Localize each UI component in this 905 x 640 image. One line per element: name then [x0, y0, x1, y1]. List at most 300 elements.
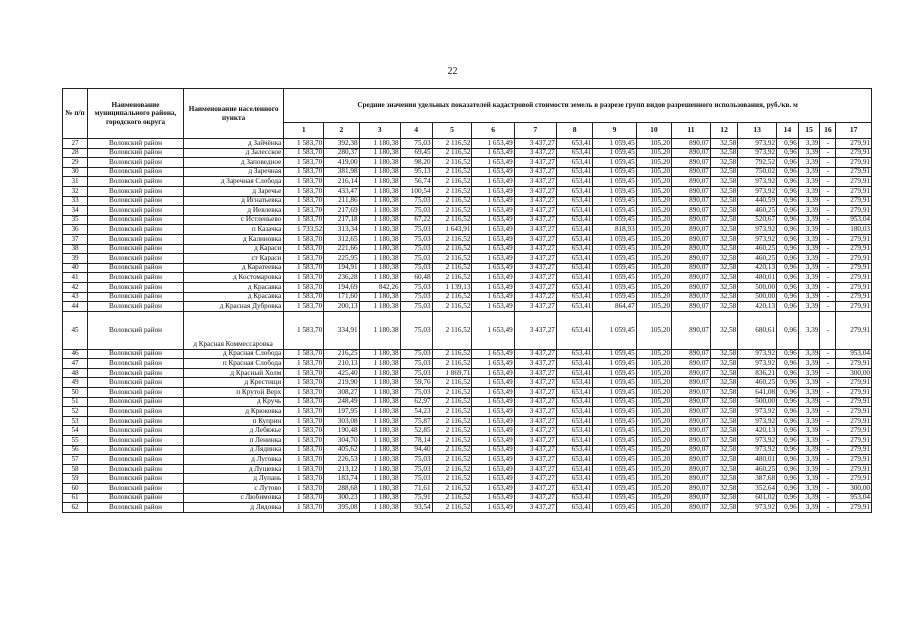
row-number: 27 [63, 139, 88, 149]
table-row [63, 244, 872, 254]
row-number: 59 [63, 474, 88, 484]
value-cell: 3,39 [798, 206, 820, 216]
value-cell: 1 059,45 [593, 388, 636, 398]
value-cell: 75,03 [400, 139, 432, 149]
value-cell: 3 437,27 [514, 407, 556, 417]
row-number: 34 [63, 206, 88, 216]
table-row [63, 196, 872, 206]
value-cell: 3,39 [798, 426, 820, 436]
value-cell: 3 437,27 [514, 368, 556, 378]
value-cell: 653,41 [556, 148, 593, 158]
value-cell: 1 059,45 [593, 158, 636, 168]
value-cell: 842,26 [359, 282, 400, 292]
value-cell: 32,58 [710, 445, 737, 455]
value-cell: 0,96 [777, 292, 799, 302]
table-body [63, 139, 872, 513]
table-row [63, 282, 872, 292]
row-number: 37 [63, 234, 88, 244]
value-cell: 1 180,38 [359, 484, 400, 494]
value-cell: 0,96 [777, 359, 799, 369]
value-cell: 890,07 [672, 311, 711, 349]
value-cell: 500,00 [738, 292, 777, 302]
value-cell: 3,39 [798, 177, 820, 187]
district-cell: Воловский район [88, 474, 184, 484]
value-cell: 973,92 [738, 186, 777, 196]
value-cell: 1 583,70 [284, 139, 324, 149]
value-cell: 1 180,38 [359, 148, 400, 158]
column-number-header: 8 [556, 123, 593, 139]
column-number-header: 11 [672, 123, 711, 139]
settlement-cell: д Иевлевка [183, 206, 283, 216]
value-cell: 500,00 [738, 397, 777, 407]
district-cell: Воловский район [88, 445, 184, 455]
district-cell: Воловский район [88, 464, 184, 474]
value-cell: - [820, 186, 836, 196]
value-cell: 460,25 [738, 244, 777, 254]
value-cell: 105,20 [636, 148, 671, 158]
value-cell: 392,38 [324, 139, 359, 149]
table-row [63, 148, 872, 158]
value-cell: - [820, 397, 836, 407]
value-cell: 1 180,38 [359, 416, 400, 426]
value-cell: - [820, 368, 836, 378]
settlement-cell: п Крутой Верх [183, 388, 283, 398]
value-cell: 32,58 [710, 254, 737, 264]
value-cell: 32,58 [710, 139, 737, 149]
value-cell: 98,20 [400, 158, 432, 168]
value-cell: 2 116,52 [432, 215, 472, 225]
value-cell: - [820, 484, 836, 494]
table-row [63, 215, 872, 225]
value-cell: 105,20 [636, 474, 671, 484]
value-cell: 1 653,49 [472, 464, 514, 474]
value-cell: - [820, 263, 836, 273]
column-number-header: 16 [820, 123, 836, 139]
value-cell: 653,41 [556, 474, 593, 484]
value-cell: 0,96 [777, 311, 799, 349]
value-cell: 420,13 [738, 426, 777, 436]
table-row [63, 302, 872, 312]
value-cell: 0,96 [777, 302, 799, 312]
value-cell: 1 583,70 [284, 177, 324, 187]
value-cell: 1 583,70 [284, 158, 324, 168]
page-number: 22 [447, 66, 458, 77]
value-cell: 279,91 [836, 416, 872, 426]
value-cell: 2 116,52 [432, 378, 472, 388]
value-cell: 3,39 [798, 263, 820, 273]
value-cell: 105,20 [636, 177, 671, 187]
value-cell: 75,87 [400, 416, 432, 426]
value-cell: 279,91 [836, 359, 872, 369]
value-cell: 1 059,45 [593, 368, 636, 378]
value-cell: 653,41 [556, 158, 593, 168]
table-row [63, 464, 872, 474]
value-cell: 32,58 [710, 215, 737, 225]
value-cell: 0,96 [777, 273, 799, 283]
value-cell: 653,41 [556, 378, 593, 388]
value-cell: 279,91 [836, 244, 872, 254]
value-cell: 1 583,70 [284, 474, 324, 484]
table-row [63, 455, 872, 465]
row-number: 39 [63, 254, 88, 264]
value-cell: 1 059,45 [593, 349, 636, 359]
value-cell: 1 059,45 [593, 234, 636, 244]
value-cell: 1 653,49 [472, 302, 514, 312]
value-cell: 890,07 [672, 388, 711, 398]
value-cell: 78,14 [400, 436, 432, 446]
value-cell: 190,48 [324, 426, 359, 436]
header-group: Средние значения удельных показателей кадастровой стоимости земель в разрезе групп видов разрешенного использования, руб./кв. м [284, 89, 872, 123]
value-cell: 653,41 [556, 464, 593, 474]
value-cell: 1 180,38 [359, 234, 400, 244]
value-cell: 890,07 [672, 426, 711, 436]
value-cell: 75,03 [400, 254, 432, 264]
district-cell: Воловский район [88, 234, 184, 244]
value-cell: 890,07 [672, 397, 711, 407]
value-cell: 480,01 [738, 455, 777, 465]
value-cell: 2 116,52 [432, 263, 472, 273]
row-number: 35 [63, 215, 88, 225]
value-cell: 105,20 [636, 359, 671, 369]
value-cell: 1 180,38 [359, 273, 400, 283]
value-cell: 653,41 [556, 426, 593, 436]
value-cell: 105,20 [636, 234, 671, 244]
value-cell: 0,96 [777, 464, 799, 474]
value-cell: 279,91 [836, 148, 872, 158]
value-cell: 0,96 [777, 474, 799, 484]
value-cell: 3 437,27 [514, 388, 556, 398]
value-cell: 890,07 [672, 493, 711, 503]
value-cell: 280,37 [324, 148, 359, 158]
value-cell: 1 653,49 [472, 234, 514, 244]
value-cell: 71,61 [400, 484, 432, 494]
value-cell: 0,96 [777, 196, 799, 206]
value-cell: 1 653,49 [472, 349, 514, 359]
row-number: 58 [63, 464, 88, 474]
value-cell: 0,96 [777, 282, 799, 292]
value-cell: 3 437,27 [514, 139, 556, 149]
value-cell: 32,58 [710, 378, 737, 388]
value-cell: 279,91 [836, 311, 872, 349]
value-cell: 1 583,70 [284, 282, 324, 292]
column-number-header: 15 [798, 123, 820, 139]
value-cell: 1 059,45 [593, 493, 636, 503]
header-district: Наименование муниципального района, городского округа [88, 89, 184, 139]
value-cell: 32,58 [710, 436, 737, 446]
value-cell: 653,41 [556, 311, 593, 349]
district-cell: Воловский район [88, 167, 184, 177]
value-cell: 32,58 [710, 167, 737, 177]
row-number: 50 [63, 388, 88, 398]
value-cell: 2 116,52 [432, 273, 472, 283]
row-number: 55 [63, 436, 88, 446]
value-cell: 75,03 [400, 244, 432, 254]
value-cell: 1 583,70 [284, 445, 324, 455]
value-cell: 890,07 [672, 215, 711, 225]
row-number: 56 [63, 445, 88, 455]
value-cell: 105,20 [636, 244, 671, 254]
table-row [63, 167, 872, 177]
row-number: 36 [63, 225, 88, 235]
value-cell: 3 437,27 [514, 464, 556, 474]
value-cell: - [820, 359, 836, 369]
value-cell: 1 583,70 [284, 349, 324, 359]
value-cell: 3 437,27 [514, 167, 556, 177]
table-row [63, 139, 872, 149]
value-cell: 279,91 [836, 445, 872, 455]
value-cell: 75,03 [400, 455, 432, 465]
value-cell: 890,07 [672, 378, 711, 388]
value-cell: 1 653,49 [472, 311, 514, 349]
value-cell: - [820, 196, 836, 206]
value-cell: 1 059,45 [593, 378, 636, 388]
district-cell: Воловский район [88, 263, 184, 273]
value-cell: 973,92 [738, 407, 777, 417]
value-cell: 32,58 [710, 426, 737, 436]
value-cell: 32,58 [710, 263, 737, 273]
value-cell: 62,97 [400, 397, 432, 407]
header-row-1 [63, 89, 872, 123]
value-cell: 279,91 [836, 273, 872, 283]
district-cell: Воловский район [88, 426, 184, 436]
value-cell: 279,91 [836, 474, 872, 484]
value-cell: 3 437,27 [514, 397, 556, 407]
value-cell: 32,58 [710, 359, 737, 369]
value-cell: - [820, 292, 836, 302]
value-cell: 105,20 [636, 349, 671, 359]
value-cell: 2 116,52 [432, 254, 472, 264]
value-cell: - [820, 215, 836, 225]
value-cell: 304,70 [324, 436, 359, 446]
column-number-header: 3 [359, 123, 400, 139]
row-number: 48 [63, 368, 88, 378]
table-row [63, 254, 872, 264]
value-cell: 953,04 [836, 493, 872, 503]
row-number: 38 [63, 244, 88, 254]
column-number-header: 2 [324, 123, 359, 139]
value-cell: 1 583,70 [284, 493, 324, 503]
value-cell: 60,48 [400, 273, 432, 283]
value-cell: 32,58 [710, 273, 737, 283]
value-cell: 105,20 [636, 464, 671, 474]
table-row [63, 493, 872, 503]
value-cell: 1 583,70 [284, 167, 324, 177]
value-cell: 32,58 [710, 196, 737, 206]
value-cell: 1 583,70 [284, 484, 324, 494]
value-cell: 3,39 [798, 455, 820, 465]
value-cell: 105,20 [636, 436, 671, 446]
value-cell: 425,40 [324, 368, 359, 378]
value-cell: 105,20 [636, 368, 671, 378]
row-number: 45 [63, 311, 88, 349]
value-cell: 653,41 [556, 407, 593, 417]
value-cell: 1 059,45 [593, 196, 636, 206]
value-cell: 3 437,27 [514, 148, 556, 158]
value-cell: 1 653,49 [472, 445, 514, 455]
value-cell: 100,54 [400, 186, 432, 196]
value-cell: 890,07 [672, 206, 711, 216]
value-cell: 1 653,49 [472, 282, 514, 292]
value-cell: 2 116,52 [432, 311, 472, 349]
value-cell: 653,41 [556, 493, 593, 503]
value-cell: 279,91 [836, 464, 872, 474]
value-cell: 75,03 [400, 302, 432, 312]
value-cell: 105,20 [636, 158, 671, 168]
value-cell: - [820, 302, 836, 312]
value-cell: 973,92 [738, 349, 777, 359]
value-cell: 1 653,49 [472, 225, 514, 235]
value-cell: 194,91 [324, 263, 359, 273]
value-cell: 3 437,27 [514, 302, 556, 312]
value-cell: 0,96 [777, 368, 799, 378]
settlement-cell: д Крестищи [183, 378, 283, 388]
value-cell: 520,67 [738, 215, 777, 225]
value-cell: 405,62 [324, 445, 359, 455]
value-cell: 1 180,38 [359, 445, 400, 455]
value-cell: 213,12 [324, 464, 359, 474]
value-cell: 3 437,27 [514, 177, 556, 187]
value-cell: 3,39 [798, 388, 820, 398]
value-cell: 420,13 [738, 302, 777, 312]
value-cell: 1 180,38 [359, 186, 400, 196]
value-cell: 0,96 [777, 254, 799, 264]
value-cell: 1 653,49 [472, 388, 514, 398]
value-cell: 105,20 [636, 167, 671, 177]
value-cell: 3 437,27 [514, 416, 556, 426]
value-cell: 419,00 [324, 158, 359, 168]
value-cell: 792,52 [738, 158, 777, 168]
value-cell: 1 583,70 [284, 426, 324, 436]
value-cell: 890,07 [672, 273, 711, 283]
value-cell: 3,39 [798, 292, 820, 302]
value-cell: 32,58 [710, 397, 737, 407]
value-cell: 3 437,27 [514, 503, 556, 513]
settlement-cell: д Луговка [183, 455, 283, 465]
column-number-header: 9 [593, 123, 636, 139]
settlement-cell: д Караси [183, 244, 283, 254]
value-cell: 1 059,45 [593, 359, 636, 369]
value-cell: 1 653,49 [472, 215, 514, 225]
value-cell: - [820, 493, 836, 503]
value-cell: 2 116,52 [432, 416, 472, 426]
value-cell: 32,58 [710, 349, 737, 359]
value-cell: 1 653,49 [472, 397, 514, 407]
value-cell: 1 180,38 [359, 436, 400, 446]
value-cell: 1 869,71 [432, 368, 472, 378]
value-cell: 1 653,49 [472, 167, 514, 177]
value-cell: 973,92 [738, 177, 777, 187]
value-cell: - [820, 311, 836, 349]
value-cell: 1 059,45 [593, 503, 636, 513]
value-cell: 171,60 [324, 292, 359, 302]
value-cell: - [820, 426, 836, 436]
value-cell: 1 653,49 [472, 455, 514, 465]
table-row [63, 263, 872, 273]
value-cell: 3 437,27 [514, 244, 556, 254]
value-cell: 0,96 [777, 436, 799, 446]
value-cell: 75,03 [400, 311, 432, 349]
value-cell: 279,91 [836, 254, 872, 264]
value-cell: 105,20 [636, 282, 671, 292]
value-cell: 32,58 [710, 158, 737, 168]
value-cell: 216,25 [324, 349, 359, 359]
value-cell: 890,07 [672, 436, 711, 446]
table-row [63, 273, 872, 283]
value-cell: 3,39 [798, 484, 820, 494]
value-cell: 180,03 [836, 225, 872, 235]
value-cell: 653,41 [556, 359, 593, 369]
district-cell: Воловский район [88, 158, 184, 168]
value-cell: 1 653,49 [472, 474, 514, 484]
value-cell: 653,41 [556, 436, 593, 446]
value-cell: 1 583,70 [284, 436, 324, 446]
value-cell: 1 653,49 [472, 292, 514, 302]
value-cell: 1 653,49 [472, 416, 514, 426]
value-cell: 300,00 [836, 484, 872, 494]
table-row [63, 474, 872, 484]
value-cell: 2 116,52 [432, 186, 472, 196]
value-cell: 1 180,38 [359, 167, 400, 177]
value-cell: 1 653,49 [472, 139, 514, 149]
value-cell: 3 437,27 [514, 426, 556, 436]
value-cell: 1 583,70 [284, 254, 324, 264]
value-cell: 1 180,38 [359, 196, 400, 206]
value-cell: 1 059,45 [593, 139, 636, 149]
value-cell: 32,58 [710, 388, 737, 398]
value-cell: 890,07 [672, 177, 711, 187]
row-number: 51 [63, 397, 88, 407]
value-cell: 1 653,49 [472, 177, 514, 187]
value-cell: 32,58 [710, 186, 737, 196]
value-cell: 890,07 [672, 407, 711, 417]
column-number-header: 17 [836, 123, 872, 139]
value-cell: 1 653,49 [472, 359, 514, 369]
value-cell: 0,96 [777, 484, 799, 494]
value-cell: 1 059,45 [593, 148, 636, 158]
value-cell: 2 116,52 [432, 349, 472, 359]
value-cell: 105,20 [636, 388, 671, 398]
value-cell: 3 437,27 [514, 225, 556, 235]
value-cell: 973,92 [738, 139, 777, 149]
value-cell: 279,91 [836, 282, 872, 292]
settlement-cell: д Красавка [183, 282, 283, 292]
value-cell: 953,04 [836, 349, 872, 359]
value-cell: 836,21 [738, 368, 777, 378]
value-cell: 653,41 [556, 186, 593, 196]
value-cell: - [820, 436, 836, 446]
value-cell: 2 116,52 [432, 244, 472, 254]
value-cell: 279,91 [836, 407, 872, 417]
value-cell: 1 583,70 [284, 244, 324, 254]
value-cell: 32,58 [710, 503, 737, 513]
value-cell: - [820, 225, 836, 235]
settlement-cell: д Лядинка [183, 445, 283, 455]
row-number: 53 [63, 416, 88, 426]
value-cell: 105,20 [636, 186, 671, 196]
value-cell: 890,07 [672, 186, 711, 196]
value-cell: 93,54 [400, 503, 432, 513]
value-cell: 2 116,52 [432, 206, 472, 216]
district-cell: Воловский район [88, 244, 184, 254]
table-row [63, 484, 872, 494]
row-number: 42 [63, 282, 88, 292]
value-cell: 1 180,38 [359, 426, 400, 436]
value-cell: 105,20 [636, 397, 671, 407]
settlement-cell: д Красный Холм [183, 368, 283, 378]
settlement-cell: д Игнатьевка [183, 196, 283, 206]
value-cell: 3 437,27 [514, 445, 556, 455]
value-cell: 1 059,45 [593, 292, 636, 302]
